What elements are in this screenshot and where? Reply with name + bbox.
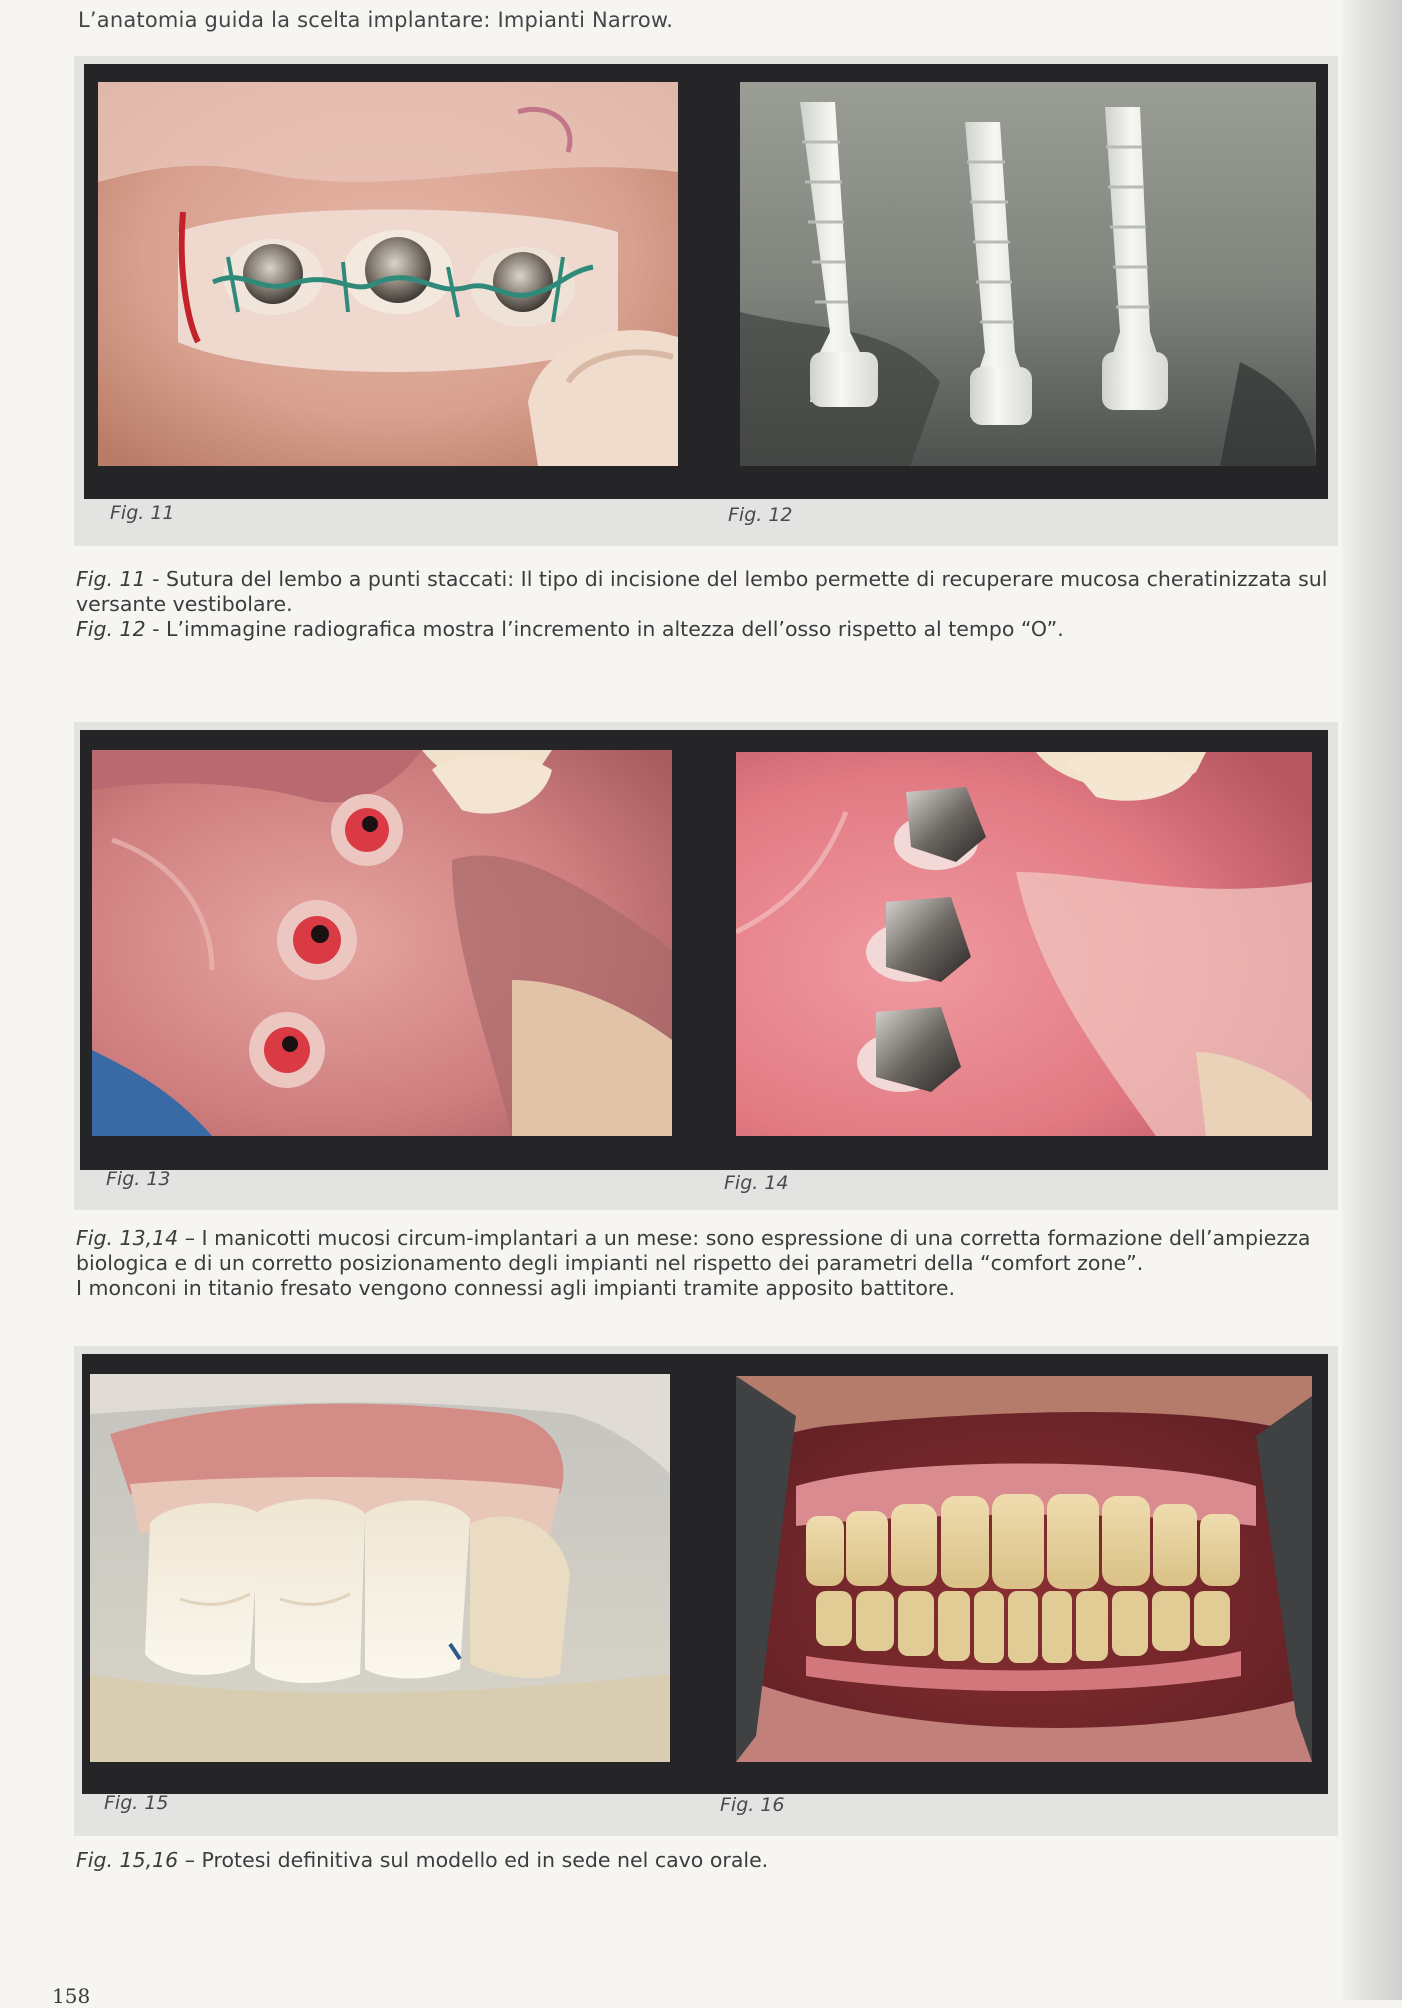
fig13-label: Fig. 13: [106, 1168, 171, 1190]
fig16-label: Fig. 16: [720, 1794, 785, 1816]
fig13-photo: [92, 750, 672, 1136]
fig11-photo: [98, 82, 678, 466]
figure-plate-1: [74, 56, 1338, 546]
fig13-14-caption-extra-text: I monconi in titanio fresato vengono connessi agli impianti tramite apposito battitore.: [76, 1276, 955, 1300]
fig15-label: Fig. 15: [104, 1792, 169, 1814]
fig15-16-caption-text: – Protesi definitiva sul modello ed in sede nel cavo orale.: [178, 1848, 769, 1872]
page-number: 158: [52, 1984, 91, 2008]
plate3-caption: [76, 1848, 1342, 1873]
plate2-caption: [76, 1226, 1342, 1301]
fig11-label: Fig. 11: [110, 502, 175, 524]
fig12-photo: [740, 82, 1316, 466]
fig13-14-caption-extra: [76, 1276, 1342, 1301]
page-gutter-shadow: [1342, 0, 1402, 2000]
plate1-caption: [76, 567, 1342, 642]
fig12-caption-ref: Fig. 12: [76, 617, 146, 641]
fig12-label: Fig. 12: [728, 504, 793, 526]
fig14-photo: [736, 752, 1312, 1136]
fig12-caption: [76, 617, 1342, 642]
fig11-caption: [76, 567, 1342, 617]
fig15-16-caption: [76, 1848, 1342, 1873]
figure-plate-2: [74, 722, 1338, 1210]
fig16-photo: [736, 1376, 1312, 1762]
fig11-caption-ref: Fig. 11: [76, 567, 146, 591]
fig15-16-caption-ref: Fig. 15,16: [76, 1848, 179, 1872]
fig13-14-caption-text: – I manicotti mucosi circum-implantari a un mese: sono espressione di una corretta formazione dell’ampiezza biologica e di un corretto posizionamento degli impianti nel rispetto dei parametri della “comfort zone”.: [76, 1226, 1311, 1275]
figure-plate-3: [74, 1346, 1338, 1836]
fig13-14-caption-ref: Fig. 13,14: [76, 1226, 179, 1250]
running-title: L’anatomia guida la scelta implantare: Impianti Narrow.: [78, 8, 674, 32]
fig12-caption-text: - L’immagine radiografica mostra l’incremento in altezza dell’osso rispetto al tempo “O”.: [145, 617, 1064, 641]
fig14-label: Fig. 14: [724, 1172, 789, 1194]
fig15-photo: [90, 1374, 670, 1762]
fig13-14-caption: [76, 1226, 1342, 1276]
fig11-caption-text: - Sutura del lembo a punti staccati: Il tipo di incisione del lembo permette di recuperare mucosa cheratinizzata sul versante vestibolare.: [76, 567, 1328, 616]
